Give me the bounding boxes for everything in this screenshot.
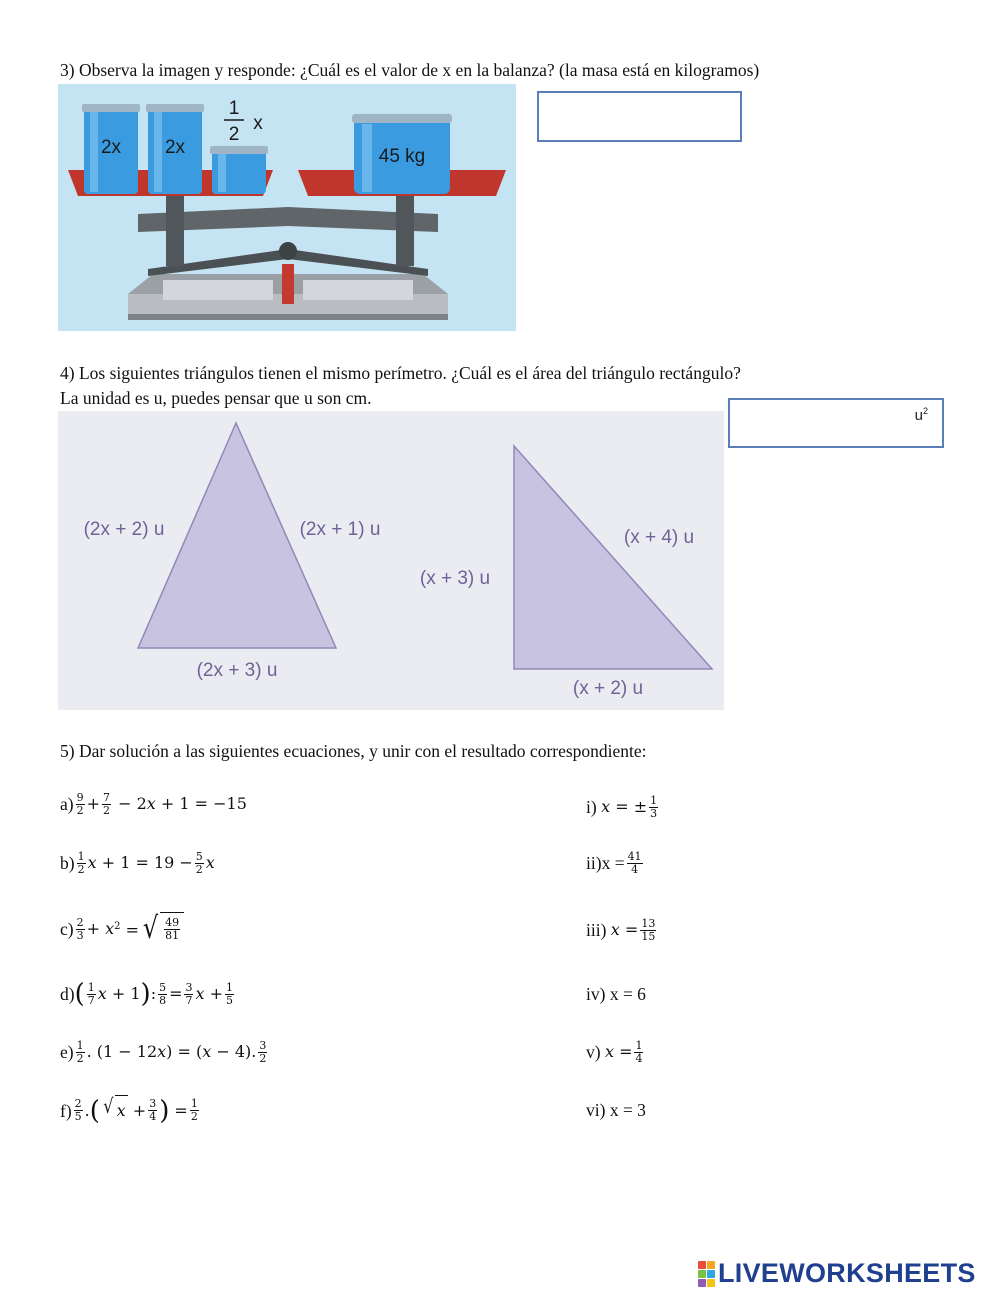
answer-box-q4[interactable] xyxy=(728,398,944,448)
answer-box-q3[interactable] xyxy=(537,91,742,142)
unit-exponent: 2 xyxy=(922,406,928,416)
tri2-base-label: (x + 2) u xyxy=(572,678,644,699)
half-denominator: 2 xyxy=(228,124,240,145)
result-vi: vi) x = 3 xyxy=(586,1100,646,1120)
tri1-right-label: (2x + 1) u xyxy=(299,519,381,540)
result-iv: iv) x = 6 xyxy=(586,984,646,1004)
result-v: v) x = $\frac{1}{4}$ xyxy=(586,1038,643,1065)
tri1-base-label: (2x + 3) u xyxy=(196,660,278,681)
jar-label-1: 2x xyxy=(100,137,122,158)
question-4-text: 4) Los siguientes triángulos tienen el mismo perímetro. ¿Cuál es el área del triángulo rectángulo? xyxy=(60,363,741,383)
logo-icon xyxy=(698,1261,715,1287)
balance-scale-image xyxy=(58,84,516,331)
equation-a: a) $\frac{9}{2}$ + $\frac{7}{2}$ − 2 x + 1 = −15 xyxy=(60,790,247,817)
question-4-subtext: La unidad es u, puedes pensar que u son cm. xyxy=(60,388,372,408)
logo-text: LIVEWORKSHEETS xyxy=(718,1258,976,1288)
jar-label-3: 45 kg xyxy=(378,146,426,167)
question-5-text: 5) Dar solución a las siguientes ecuaciones, y unir con el resultado correspondiente: xyxy=(60,741,647,761)
equation-f: f) $\frac{2}{5}$ . ( √ x + $\frac{3}{4}$ ) = $\frac{1}{2}$ xyxy=(60,1094,198,1126)
result-ii: ii) x = $\frac{41}{4}$ xyxy=(586,849,642,876)
answer-input-q4[interactable] xyxy=(730,400,942,446)
liveworksheets-logo xyxy=(698,1258,976,1289)
tri1-left-label: (2x + 2) u xyxy=(83,519,165,540)
tri2-vertical-label: (x + 3) u xyxy=(419,568,491,589)
jar-half-x xyxy=(210,146,268,194)
triangles-image xyxy=(58,411,724,710)
equation-e: e) $\frac{1}{2}$ . (1 − 12 x ) = ( x − 4). $\frac{3}{2}$ xyxy=(60,1038,267,1065)
tri2-hypotenuse-label: (x + 4) u xyxy=(623,527,695,548)
result-iii: iii) x = $\frac{13}{15}$ xyxy=(586,916,656,943)
question-3-text: 3) Observa la imagen y responde: ¿Cuál es el valor de x en la balanza? (la masa está en kilogramos) xyxy=(60,60,760,80)
equation-c: c) $\frac{2}{3}$ + x $^2$ = √ $\frac{49}{81}$ xyxy=(60,912,184,946)
half-numerator: 1 xyxy=(228,98,240,119)
result-i: i) x = ± $\frac{1}{3}$ xyxy=(586,793,658,820)
unit-label: $u^2$ xyxy=(914,406,928,424)
answer-input-q3[interactable] xyxy=(539,93,740,140)
equation-b: b) $\frac{1}{2}$ x + 1 = 19 − $\frac{5}{2}$ x xyxy=(60,849,215,876)
jar-label-2: 2x xyxy=(164,137,186,158)
equation-d: d) ( $\frac{1}{7}$ x + 1 ) : $\frac{5}{8}$ = $\frac{3}{7}$ x + $\frac{1}{5}$ xyxy=(60,979,234,1009)
half-variable: x xyxy=(253,113,263,134)
